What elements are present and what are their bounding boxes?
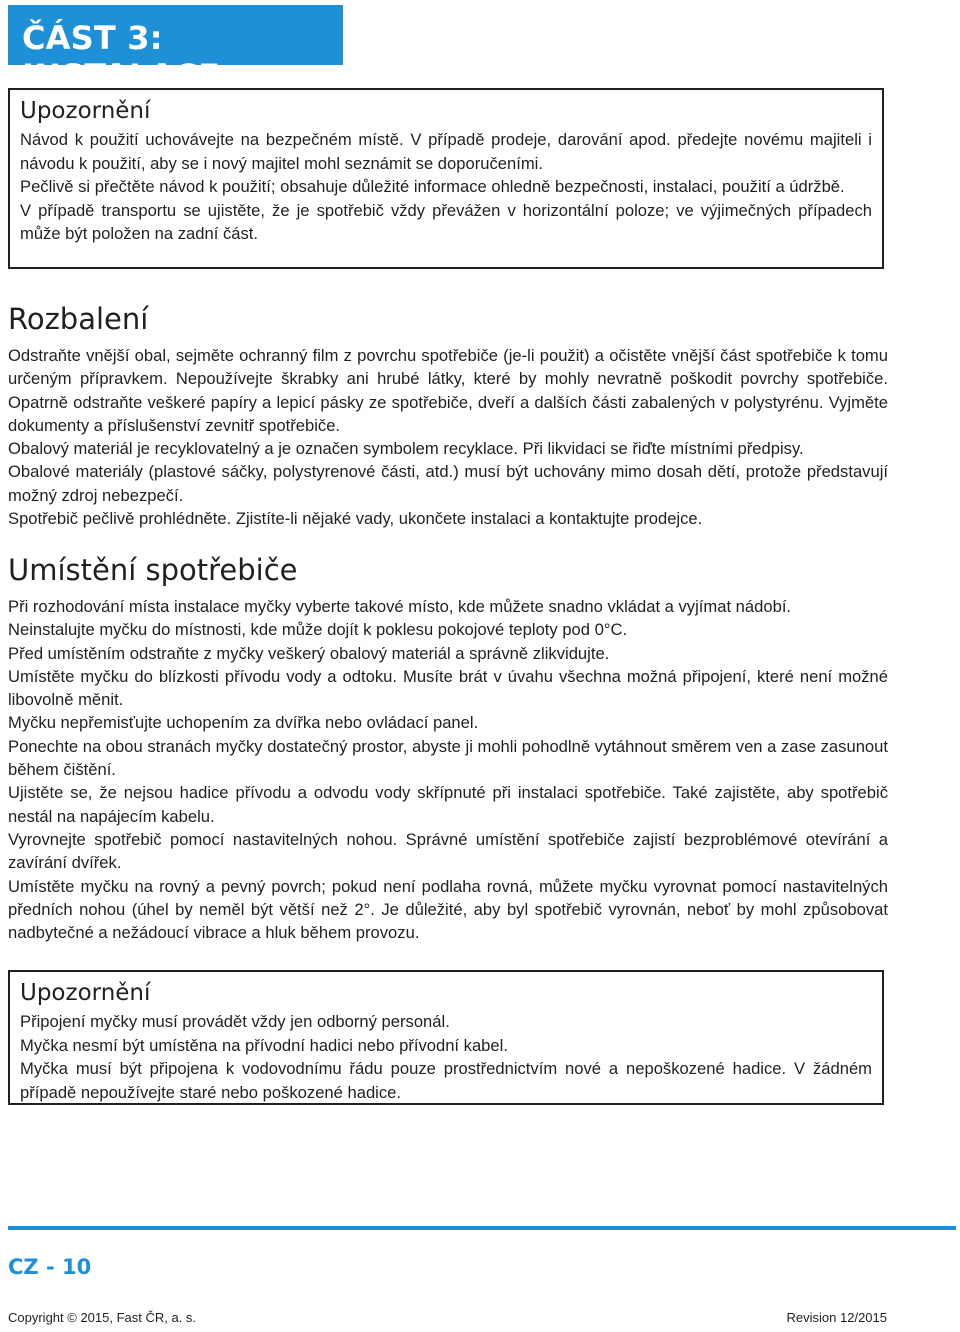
paragraph: Ujistěte se, že nejsou hadice přívodu a odvodu vody skřípnuté při instalaci spotřebiče. Také zajistěte, aby spotřebič nestál na napájecím kabelu.: [8, 783, 888, 826]
warning-paragraph: Připojení myčky musí provádět vždy jen odborný personál.: [20, 1012, 450, 1031]
paragraph: Umístěte myčku na rovný a pevný povrch; pokud není podlaha rovná, můžete myčku vyrovnat pomocí nastavitelných předních nohou (úhel by neměl být větší než 2°. Je důležité, aby byl spotřebič vyrovnán, neboť by mohl způsobovat nadbytečné a nežádoucí vibrace a hluk během provozu.: [8, 876, 888, 943]
revision-text: Revision 12/2015: [786, 1310, 887, 1325]
paragraph: Spotřebič pečlivě prohlédněte. Zjistíte-li nějaké vady, ukončete instalaci a kontaktujte prodejce.: [8, 509, 703, 529]
paragraph: Neinstalujte myčku do místnosti, kde může dojít k poklesu pokojové teploty pod 0°C.: [8, 620, 628, 640]
section-title: ČÁST 3: INSTALACE: [22, 19, 221, 95]
section-heading-unpacking: Rozbalení: [8, 302, 149, 336]
warning-paragraph: Návod k použití uchovávejte na bezpečném místě. V případě prodeje, darování apod. předejte novému majiteli i návodu k použití, aby se i nový majitel mohl seznámit se doporučeními.: [20, 130, 872, 173]
warning-paragraph: Pečlivě si přečtěte návod k použití; obsahuje důležité informace ohledně bezpečnosti, instalaci, použití a údržbě.: [20, 177, 845, 196]
paragraph: Obalový materiál je recyklovatelný a je označen symbolem recyklace. Při likvidaci se řiďte místními předpisy.: [8, 439, 804, 459]
paragraph: Odstraňte vnější obal, sejměte ochranný film z povrchu spotřebiče (je-li použit) a očistěte vnější část spotřebiče k tomu určeným přípravkem. Nepoužívejte škrabky ani hrubé látky, které by mohly nevratně poškodit povrchy spotřebiče. Opatrně odstraňte veškeré papíry a lepicí pásky ze spotřebiče, dveří a dalších části zabalených v polystyrénu. Vyjměte dokumenty a příslušenství zevnitř spotřebiče.: [8, 346, 888, 435]
paragraph: Při rozhodování místa instalace myčky vyberte takové místo, kde můžete snadno vkládat a vyjímat nádobí.: [8, 597, 792, 616]
paragraph: Obalové materiály (plastové sáčky, polystyrenové části, atd.) musí být uchovány mimo dosah dětí, protože představují možný zdroj nebezpečí.: [8, 462, 888, 505]
warning-paragraph: V případě transportu se ujistěte, že je spotřebič vždy převážen v horizontální poloze; ve výjimečných případech může být položen na zadní část.: [20, 200, 872, 243]
paragraph: Umístěte myčku do blízkosti přívodu vody a odtoku. Musíte brát v úvahu všechna možná připojení, které není možné libovolně měnit.: [8, 666, 888, 710]
warning-paragraph: Myčka musí být připojena k vodovodnímu řádu pouze prostřednictvím nové a nepoškozené hadice. V žádném případě nepoužívejte staré nebo poškozené hadice.: [20, 1059, 872, 1102]
warning-box-connection: [8, 970, 884, 1105]
page-number: CZ - 10: [8, 1255, 92, 1279]
paragraph: Myčku nepřemisťujte uchopením za dvířka nebo ovládací panel.: [8, 713, 479, 733]
section-heading-placement: Umístění spotřebiče: [8, 553, 298, 587]
section-unpacking: [8, 300, 888, 530]
paragraph: Ponechte na obou stranách myčky dostatečný prostor, abyste ji mohli pohodlně vytáhnout směrem ven a zase zasunout během čištění.: [8, 736, 888, 780]
section-placement: [8, 551, 888, 944]
paragraph: Vyrovnejte spotřebič pomocí nastavitelných nohou. Správné umístění spotřebiče zajistí bezproblémové otevírání a zavírání dvířek.: [8, 829, 888, 873]
footer-divider: [8, 1226, 956, 1230]
copyright-text: Copyright © 2015, Fast ČR, a. s.: [8, 1310, 197, 1325]
warning-paragraph: Myčka nesmí být umístěna na přívodní hadici nebo přívodní kabel.: [20, 1035, 508, 1055]
paragraph: Před umístěním odstraňte z myčky veškerý obalový materiál a správně zlikvidujte.: [8, 643, 610, 663]
section-header-bar: [8, 5, 343, 95]
warning-heading: Upozornění: [20, 980, 151, 1006]
warning-heading: Upozornění: [20, 98, 151, 124]
warning-box-storage: [8, 88, 884, 269]
